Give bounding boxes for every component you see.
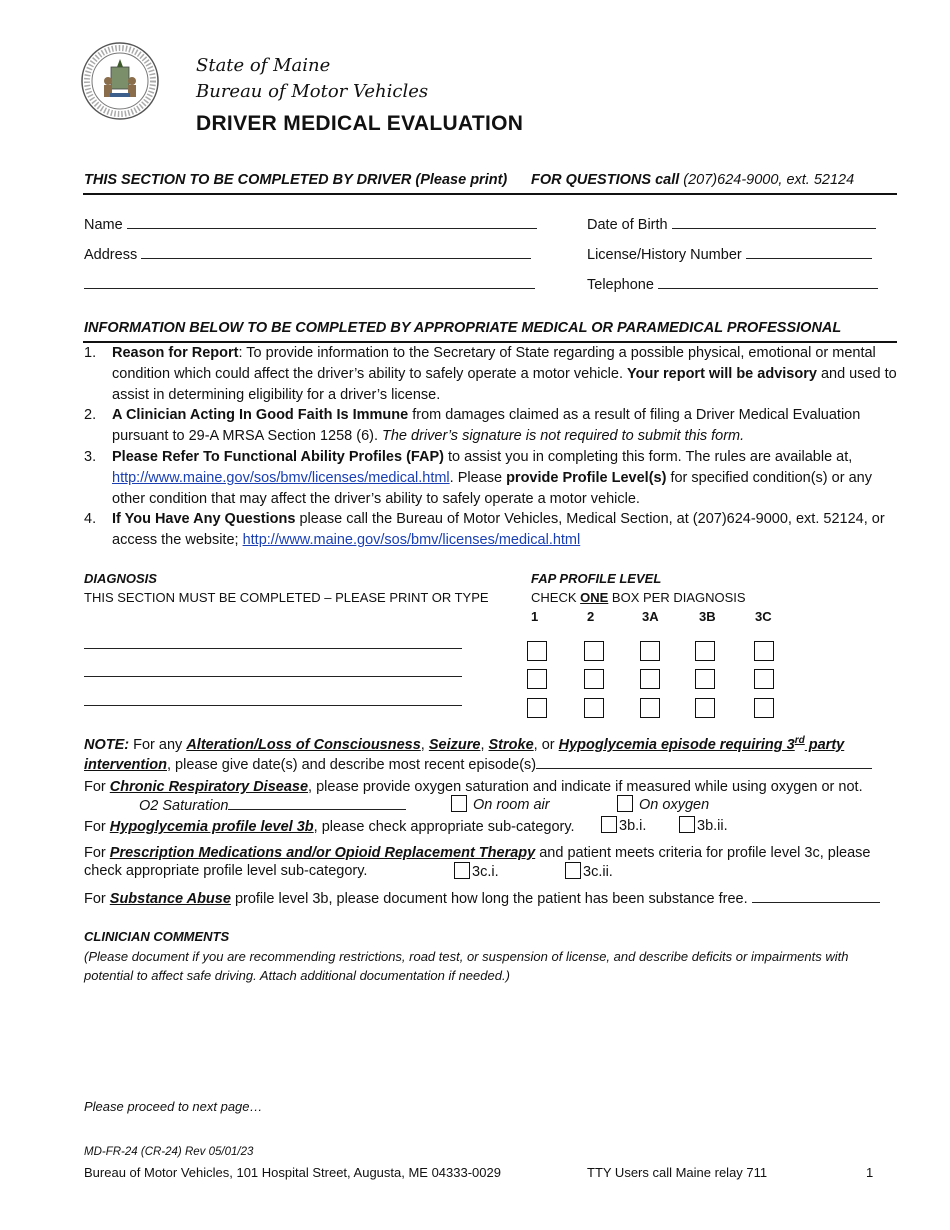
fap-level-3b: 3B (699, 609, 716, 624)
fap-heading: FAP PROFILE LEVEL (531, 571, 662, 586)
license-label: License/History Number (587, 247, 742, 263)
prescription-line-2: check appropriate profile level sub-category. (84, 863, 368, 879)
name-label: Name (84, 217, 123, 233)
fap-level-1: 1 (531, 609, 539, 624)
proceed-note: Please proceed to next page… (84, 1099, 263, 1114)
item-text: to assist you in completing this form. The rules are available at, (443, 448, 853, 465)
rx-3cii-checkbox[interactable] (565, 862, 581, 879)
note-condition-sup: rd (794, 735, 805, 746)
substance-line (84, 889, 899, 909)
fap-level-2: 2 (587, 609, 595, 624)
checkbox-dx1-level-3c[interactable] (754, 641, 774, 661)
fap-level-3a: 3A (642, 609, 659, 624)
license-field[interactable] (587, 246, 872, 263)
divider (83, 193, 897, 195)
resp-text: For (84, 779, 110, 795)
item-text: . Please (449, 469, 507, 486)
state-name: State of Maine (196, 55, 331, 76)
address-field[interactable] (84, 246, 531, 263)
hypo-3bii-option[interactable] (679, 816, 728, 834)
room-air-label: On room air (473, 797, 550, 813)
item-emphasis: provide Profile Level(s) (506, 469, 667, 486)
form-id: MD-FR-24 (CR-24) Rev 05/01/23 (84, 1146, 254, 1158)
fap-instr-text: CHECK (531, 590, 581, 605)
website-link[interactable]: http://www.maine.gov/sos/bmv/licenses/medical.html (242, 532, 581, 549)
on-oxygen-label: On oxygen (639, 797, 710, 813)
list-item (84, 343, 899, 405)
list-item (84, 405, 899, 447)
name-field[interactable] (84, 216, 537, 233)
note-paragraph (84, 731, 899, 775)
comments-instructions: (Please document if you are recommending restrictions, road test, or suspension of license, and describe deficits or impairments with potential to affect safe driving. Attach additional documentation if needed.) (84, 949, 849, 983)
note-condition: Seizure (428, 736, 481, 753)
hypo-3bii-checkbox[interactable] (679, 816, 695, 833)
driver-section-heading: THIS SECTION TO BE COMPLETED BY DRIVER (Please print) (84, 172, 508, 188)
rx-3ci-option[interactable] (454, 862, 499, 880)
comments-heading: CLINICIAN COMMENTS (84, 929, 230, 944)
rx-3ci-checkbox[interactable] (454, 862, 470, 879)
fap-instr-text: BOX PER DIAGNOSIS (608, 590, 746, 605)
telephone-field[interactable] (587, 276, 878, 293)
episode-input-line[interactable] (536, 756, 872, 769)
hypo-3bii-label: 3b.ii. (697, 818, 728, 834)
address-line-2[interactable] (84, 276, 535, 293)
fap-instr-one: ONE (580, 590, 609, 605)
sub-term: Substance Abuse (109, 891, 231, 907)
note-text: , please give date(s) and describe most recent episode(s) (166, 756, 537, 773)
item-number: 4. (84, 511, 97, 528)
item-title: Please Refer To Functional Ability Profiles (FAP) (112, 448, 444, 465)
checkbox-dx2-level-2[interactable] (584, 669, 604, 689)
item-number: 2. (84, 407, 97, 424)
item-emphasis: Your report will be advisory (627, 365, 817, 382)
checkbox-dx2-level-3c[interactable] (754, 669, 774, 689)
list-item (84, 447, 899, 509)
list-item (84, 509, 899, 551)
resp-term: Chronic Respiratory Disease (109, 779, 309, 795)
o2-label: O2 Saturation (139, 798, 229, 814)
checkbox-dx2-level-3b[interactable] (695, 669, 715, 689)
note-condition: Stroke (488, 736, 534, 753)
checkbox-dx2-level-1[interactable] (527, 669, 547, 689)
diagnosis-heading: DIAGNOSIS (84, 571, 157, 586)
checkbox-dx3-level-3b[interactable] (695, 698, 715, 718)
page-number: 1 (866, 1165, 874, 1180)
note-condition: Hypoglycemia episode requiring 3 (558, 736, 795, 753)
rx-term: Prescription Medications and/or Opioid Replacement Therapy (109, 845, 536, 861)
item-title: A Clinician Acting In Good Faith Is Immune (112, 407, 409, 424)
hypoglycemia-line (84, 817, 899, 837)
address-input-line[interactable] (141, 246, 531, 259)
fap-instructions (531, 590, 746, 605)
address-label: Address (84, 247, 138, 263)
on-oxygen-checkbox[interactable] (617, 795, 633, 812)
checkbox-dx1-level-3a[interactable] (640, 641, 660, 661)
item-text: please call the Bureau of Motor Vehicles, Medical Section, at (207)624-9000, ext. 52124, or access the website; (112, 511, 885, 549)
room-air-checkbox[interactable] (451, 795, 467, 812)
rx-3cii-label: 3c.ii. (583, 864, 613, 880)
checkbox-dx3-level-2[interactable] (584, 698, 604, 718)
telephone-input-line[interactable] (658, 276, 878, 289)
checkbox-dx3-level-3c[interactable] (754, 698, 774, 718)
page-title: DRIVER MEDICAL EVALUATION (196, 112, 524, 135)
item-number: 3. (84, 448, 97, 465)
sub-text: profile level 3b, please document how long the patient has been substance free. (230, 891, 748, 907)
prescription-line (84, 843, 899, 863)
footer-address: Bureau of Motor Vehicles, 101 Hospital Street, Augusta, ME 04333-0029 (84, 1165, 501, 1180)
hypo-text: , please check appropriate sub-category. (313, 819, 575, 835)
fap-level-3c: 3C (755, 609, 772, 624)
o2-input-line[interactable] (228, 797, 406, 810)
room-air-option[interactable] (451, 795, 550, 813)
rx-text: and patient meets criteria for profile level 3c, please (535, 845, 871, 861)
checkbox-dx1-level-2[interactable] (584, 641, 604, 661)
bureau-name: Bureau of Motor Vehicles (196, 81, 429, 102)
sub-text: For (84, 891, 110, 907)
substance-free-input-line[interactable] (752, 890, 880, 903)
hypo-term: Hypoglycemia profile level 3b (109, 819, 314, 835)
dob-input-line[interactable] (672, 216, 876, 229)
item-text: and used to assist in determining eligibility for a driver’s license. (112, 365, 897, 403)
questions-label: FOR QUESTIONS call (531, 172, 680, 188)
o2-saturation-field[interactable] (139, 797, 406, 814)
diagnosis-instructions: THIS SECTION MUST BE COMPLETED – PLEASE PRINT OR TYPE (84, 590, 489, 605)
respiratory-line (84, 777, 899, 797)
questions-phone: (207)624-9000, ext. 52124 (683, 172, 855, 188)
license-input-line[interactable] (746, 246, 872, 259)
note-condition: party intervention (84, 736, 845, 773)
name-input-line[interactable] (127, 216, 537, 229)
footer-tty: TTY Users call Maine relay 711 (587, 1165, 768, 1180)
note-text: , (420, 736, 429, 753)
item-text: from damages claimed as a result of filing a Driver Medical Evaluation pursuant to 29-A MRSA Section 1258 (6). (112, 407, 861, 445)
note-condition: Alteration/Loss of Consciousness (186, 736, 421, 753)
checkbox-dx1-level-3b[interactable] (695, 641, 715, 661)
medical-section-heading: INFORMATION BELOW TO BE COMPLETED BY APPROPRIATE MEDICAL OR PARAMEDICAL PROFESSIONAL (84, 320, 842, 336)
diagnosis-input-1[interactable] (84, 648, 462, 649)
item-title: Reason for Report (112, 345, 239, 361)
dob-field[interactable] (587, 216, 876, 233)
address-input-line-2[interactable] (84, 276, 535, 289)
item-text: for specified condition(s) or any other condition that may affect the driver’s ability to safely operate a motor vehicle. (112, 469, 872, 507)
item-number: 1. (84, 345, 97, 361)
hypo-3bi-option[interactable] (601, 816, 646, 834)
on-oxygen-option[interactable] (617, 795, 709, 813)
telephone-label: Telephone (587, 277, 654, 293)
note-label: NOTE: (84, 736, 130, 753)
rx-3cii-option[interactable] (565, 862, 613, 880)
hypo-3bi-label: 3b.i. (619, 818, 647, 834)
state-seal (80, 41, 160, 121)
hypo-3bi-checkbox[interactable] (601, 816, 617, 833)
resp-text: , please provide oxygen saturation and indicate if measured while using oxygen or not. (308, 779, 863, 795)
note-text: For any (129, 736, 187, 753)
questions-line (531, 172, 854, 188)
checkbox-dx2-level-3a[interactable] (640, 669, 660, 689)
diagnosis-input-2[interactable] (84, 676, 462, 677)
rx-3ci-label: 3c.i. (472, 864, 499, 880)
note-text: , or (533, 736, 559, 753)
rx-text: For (84, 845, 110, 861)
checkbox-dx1-level-1[interactable] (527, 641, 547, 661)
item-italic: The driver’s signature is not required to submit this form. (382, 428, 745, 445)
checkbox-dx3-level-1[interactable] (527, 698, 547, 718)
comments-input-area[interactable] (84, 990, 899, 1090)
instructions-list (84, 343, 899, 551)
diagnosis-input-3[interactable] (84, 705, 462, 706)
item-title: If You Have Any Questions (112, 511, 296, 528)
dob-label: Date of Birth (587, 217, 668, 233)
hypo-text: For (84, 819, 110, 835)
item-text: : To provide information to the Secretary of State regarding a possible physical, emotional or mental condition which could affect the driver’s ability to safely operate a motor vehicle. (112, 345, 876, 382)
checkbox-dx3-level-3a[interactable] (640, 698, 660, 718)
note-text: , (480, 736, 489, 753)
rules-link[interactable]: http://www.maine.gov/sos/bmv/licenses/medical.html (112, 469, 450, 486)
